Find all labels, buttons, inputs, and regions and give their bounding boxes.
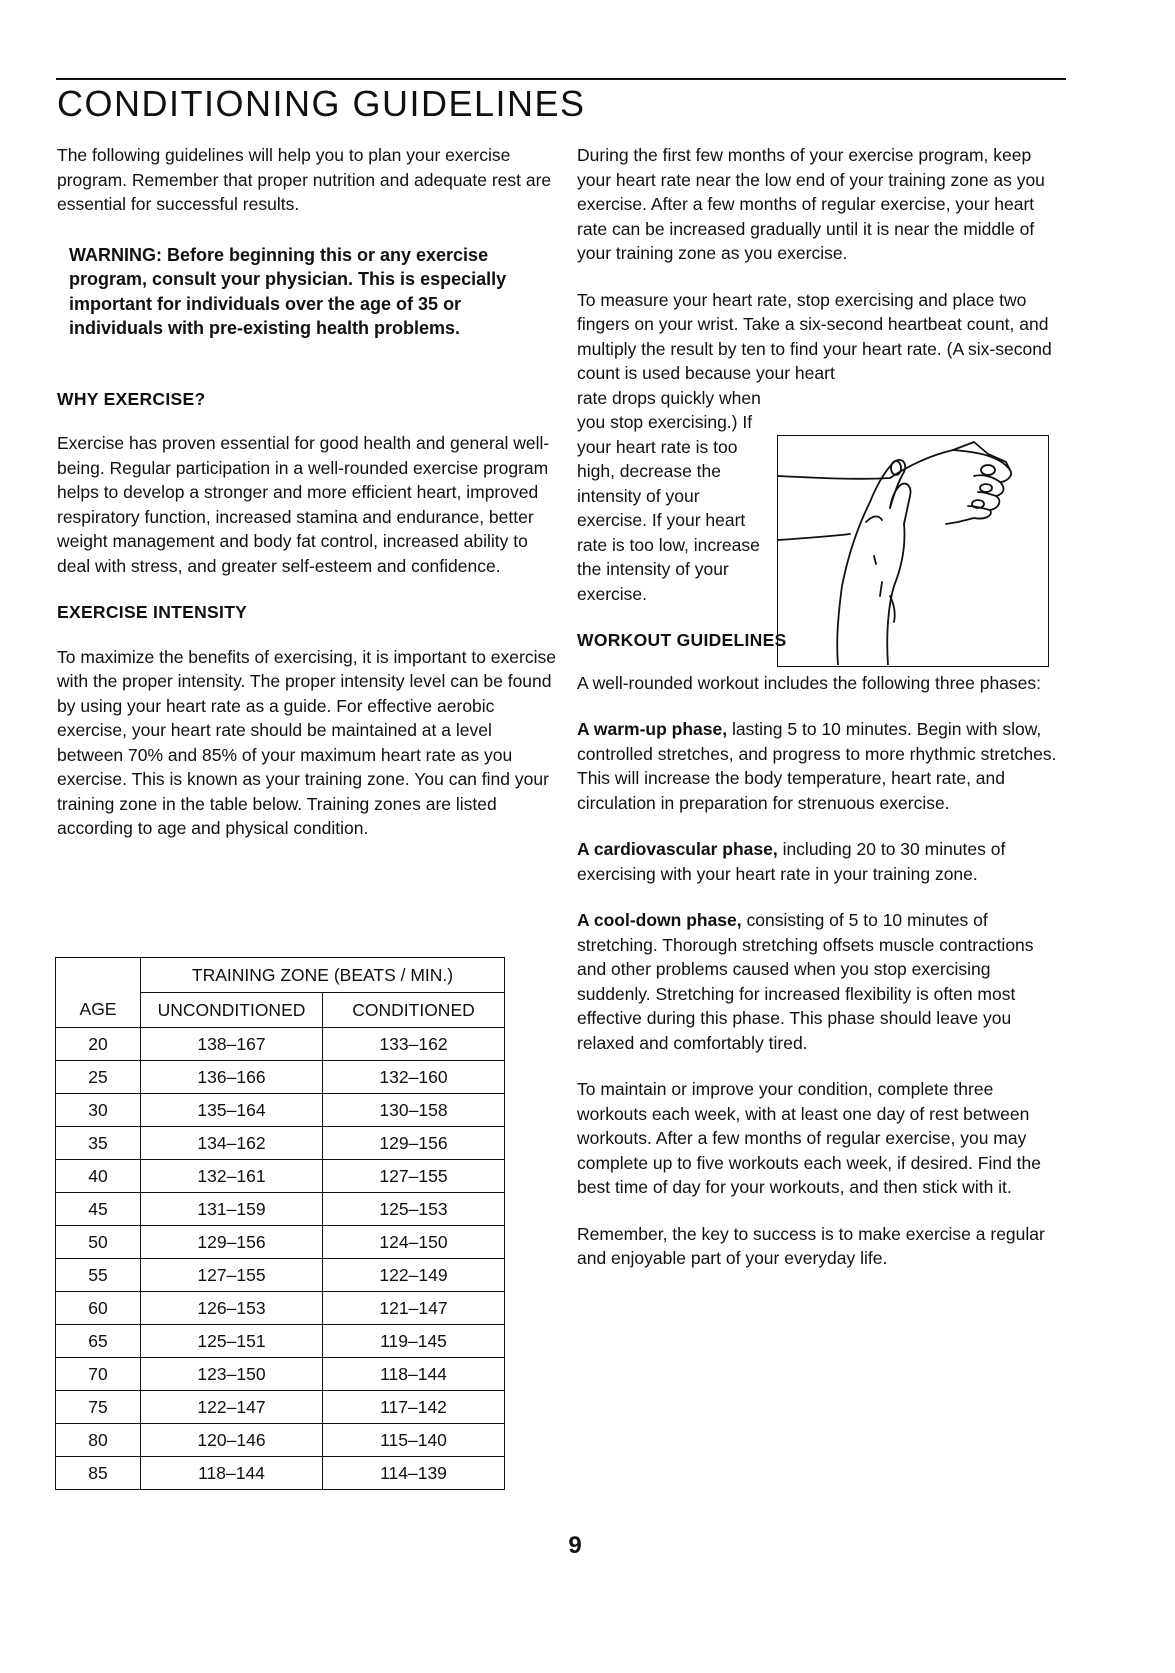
- right-column: [577, 143, 1067, 1271]
- unconditioned-cell: 131–159: [141, 1193, 323, 1226]
- age-cell: 85: [56, 1457, 141, 1490]
- age-cell: 35: [56, 1127, 141, 1160]
- table-row: [56, 1193, 505, 1226]
- age-cell: 20: [56, 1028, 141, 1061]
- remember-paragraph: Remember, the key to success is to make exercise a regular and enjoyable part of your everyday life.: [577, 1223, 1045, 1268]
- table-row: [56, 1325, 505, 1358]
- intro-paragraph: The following guidelines will help you to plan your exercise program. Remember that proper nutrition and adequate rest are essential for successful results.: [57, 145, 552, 214]
- table-row: [56, 1094, 505, 1127]
- conditioned-cell: 119–145: [323, 1325, 505, 1358]
- table-row: [56, 1061, 505, 1094]
- conditioned-cell: 114–139: [323, 1457, 505, 1490]
- conditioned-cell: 129–156: [323, 1127, 505, 1160]
- age-column-header: AGE: [56, 993, 141, 1028]
- table-row: [56, 1226, 505, 1259]
- title-rule: [56, 78, 1066, 80]
- measure-heart-rate-continued: rate drops quickly when you stop exercising.) If your heart rate is too high, decrease the intensity of your exercise. If your heart rate is too low, increase the intensity of your exercise.: [577, 387, 761, 604]
- wrist-pulse-figure: [777, 435, 1049, 667]
- age-cell: 75: [56, 1391, 141, 1424]
- conditioned-cell: 122–149: [323, 1259, 505, 1292]
- unconditioned-cell: 134–162: [141, 1127, 323, 1160]
- unconditioned-cell: 127–155: [141, 1259, 323, 1292]
- cool-down-text: consisting of 5 to 10 minutes of stretching. Thorough stretching offsets muscle contractions and other problems caused when you stop exercising suddenly. Stretching for increased flexibility is often most effective during this phase. This phase should leave you relaxed and comfortably tired.: [577, 910, 1034, 1053]
- page-number: 9: [568, 1532, 582, 1559]
- unconditioned-cell: 126–153: [141, 1292, 323, 1325]
- unconditioned-cell: 135–164: [141, 1094, 323, 1127]
- unconditioned-cell: 132–161: [141, 1160, 323, 1193]
- why-exercise-paragraph: Exercise has proven essential for good health and general well-being. Regular participation in a well-rounded exercise program helps to develop a stronger and more efficient heart, improved respiratory function, increased stamina and endurance, better weight management and body fat control, increased ability to deal with stress, and greater self-esteem and confidence.: [57, 433, 550, 576]
- age-cell: 80: [56, 1424, 141, 1457]
- cardio-paragraph: [577, 837, 1067, 886]
- page-title: CONDITIONING GUIDELINES: [57, 83, 586, 124]
- unconditioned-cell: 120–146: [141, 1424, 323, 1457]
- age-cell: 60: [56, 1292, 141, 1325]
- wrist-pulse-check-icon: [778, 436, 1047, 665]
- unconditioned-cell: 138–167: [141, 1028, 323, 1061]
- measure-heart-rate-paragraph: To measure your heart rate, stop exercising and place two fingers on your wrist. Take a six-second heartbeat count, and multiply the result by ten to find your heart rate. (A six-second count is used because your heart: [577, 289, 1052, 383]
- conditioned-cell: 121–147: [323, 1292, 505, 1325]
- age-cell: 70: [56, 1358, 141, 1391]
- unconditioned-cell: 136–166: [141, 1061, 323, 1094]
- age-cell: 55: [56, 1259, 141, 1292]
- first-months-paragraph: During the first few months of your exercise program, keep your heart rate near the low end of your training zone as you exercise. After a few months of regular exercise, your heart rate can be increased gradually until it is near the middle of your training zone as you exercise.: [577, 145, 1045, 263]
- exercise-intensity-paragraph: To maximize the benefits of exercising, it is important to exercise with the proper intensity. The proper intensity level can be found by using your heart rate as a guide. For effective aerobic exercise, your heart rate should be maintained at a level between 70% and 85% of your maximum heart rate as you exercise. This is known as your training zone. You can find your training zone in the table below. Training zones are listed according to age and physical condition.: [57, 646, 556, 838]
- table-row: [56, 1358, 505, 1391]
- conditioned-cell: 115–140: [323, 1424, 505, 1457]
- workout-intro-paragraph: A well-rounded workout includes the following three phases:: [577, 672, 1042, 693]
- table-group-header-row: [56, 958, 505, 993]
- table-row: [56, 1457, 505, 1490]
- unconditioned-cell: 123–150: [141, 1358, 323, 1391]
- conditioned-cell: 125–153: [323, 1193, 505, 1226]
- warning-paragraph: WARNING: Before beginning this or any exercise program, consult your physician. This is especially important for individuals over the age of 35 or individuals with pre-existing health problems.: [69, 244, 507, 338]
- table-row: [56, 1127, 505, 1160]
- age-cell: 30: [56, 1094, 141, 1127]
- conditioned-cell: 130–158: [323, 1094, 505, 1127]
- warm-up-paragraph: [577, 717, 1067, 815]
- warm-up-label: A warm-up phase,: [577, 719, 728, 739]
- table-row: [56, 1292, 505, 1325]
- table-row: [56, 1028, 505, 1061]
- unconditioned-cell: 125–151: [141, 1325, 323, 1358]
- cool-down-paragraph: [577, 908, 1067, 1055]
- cardio-label: A cardiovascular phase,: [577, 839, 778, 859]
- conditioned-column-header: CONDITIONED: [323, 993, 505, 1028]
- unconditioned-cell: 122–147: [141, 1391, 323, 1424]
- conditioned-cell: 132–160: [323, 1061, 505, 1094]
- age-cell: 65: [56, 1325, 141, 1358]
- unconditioned-column-header: UNCONDITIONED: [141, 993, 323, 1028]
- age-cell: 50: [56, 1226, 141, 1259]
- age-cell: 40: [56, 1160, 141, 1193]
- table-row: [56, 1424, 505, 1457]
- conditioned-cell: 133–162: [323, 1028, 505, 1061]
- unconditioned-cell: 129–156: [141, 1226, 323, 1259]
- maintain-paragraph: To maintain or improve your condition, complete three workouts each week, with at least one day of rest between workouts. After a few months of regular exercise, you may complete up to five workouts each week, if desired. Find the best time of day for your workouts, and then stick with it.: [577, 1079, 1041, 1197]
- unconditioned-cell: 118–144: [141, 1457, 323, 1490]
- workout-guidelines-heading: WORKOUT GUIDELINES: [577, 630, 787, 650]
- training-zone-table: [55, 957, 505, 1490]
- table-row: [56, 1391, 505, 1424]
- table-age-header-top: [56, 958, 141, 993]
- conditioned-cell: 124–150: [323, 1226, 505, 1259]
- warm-up-text: lasting 5 to 10 minutes. Begin with slow, controlled stretches, and progress to more rhythmic stretches. This will increase the body temperature, heart rate, and circulation in preparation for strenuous exercise.: [577, 719, 1057, 813]
- table-row: [56, 1160, 505, 1193]
- age-cell: 25: [56, 1061, 141, 1094]
- training-zone-header: TRAINING ZONE (BEATS / MIN.): [141, 958, 505, 993]
- table-column-header-row: [56, 993, 505, 1028]
- conditioned-cell: 127–155: [323, 1160, 505, 1193]
- conditioned-cell: 117–142: [323, 1391, 505, 1424]
- cardio-text: including 20 to 30 minutes of exercising with your heart rate in your training zone.: [577, 839, 1006, 884]
- age-cell: 45: [56, 1193, 141, 1226]
- table-row: [56, 1259, 505, 1292]
- why-exercise-heading: WHY EXERCISE?: [57, 388, 206, 409]
- exercise-intensity-heading: EXERCISE INTENSITY: [57, 602, 248, 622]
- conditioned-cell: 118–144: [323, 1358, 505, 1391]
- left-column: [57, 143, 557, 841]
- cool-down-label: A cool-down phase,: [577, 910, 742, 930]
